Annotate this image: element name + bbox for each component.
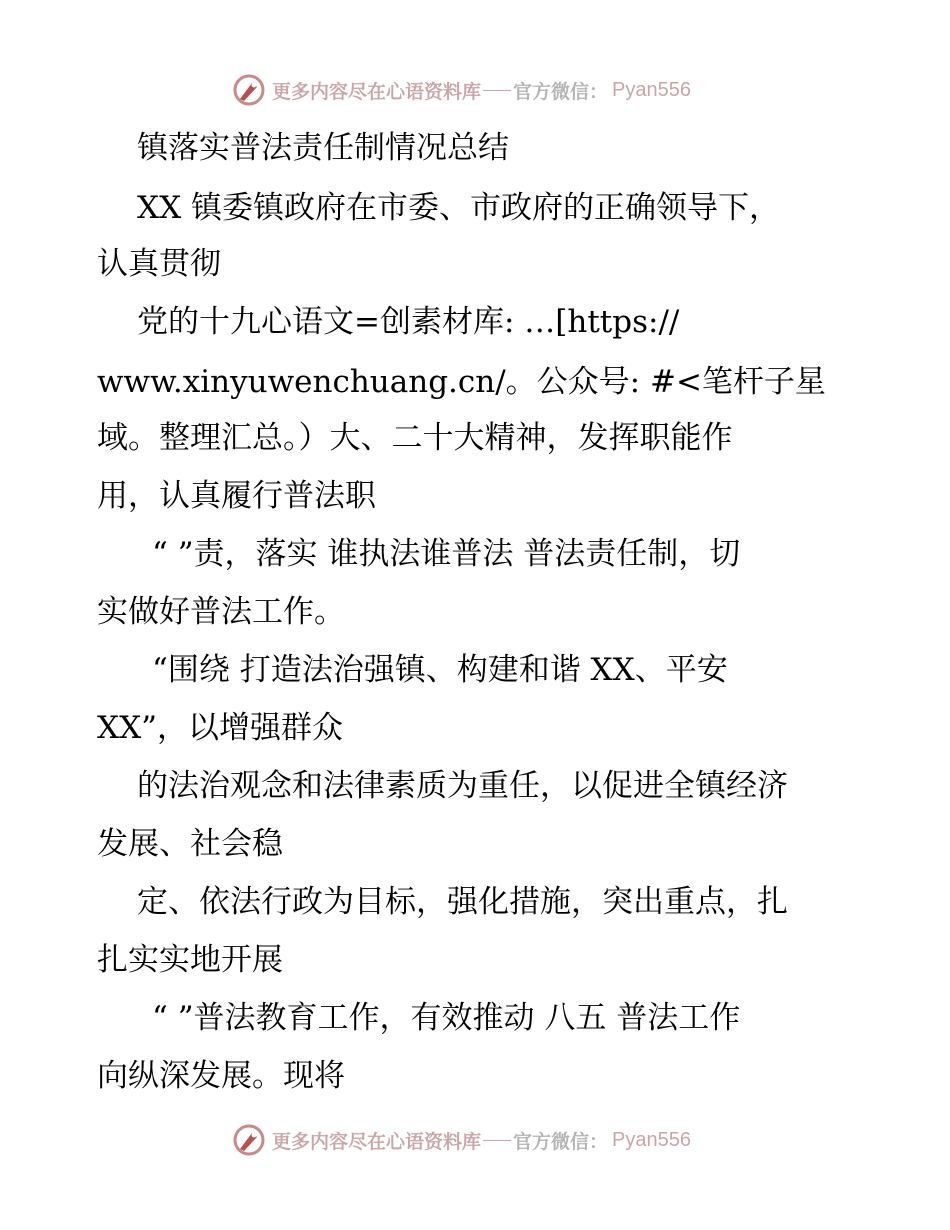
text-line: 发展、社会稳 [97,826,283,862]
text-line: 向纵深发展。现将 [97,1058,345,1094]
text-line: XX”，以增强群众 [97,710,343,746]
text-line: 定、依法行政为目标，强化措施，突出重点，扎 [137,884,788,920]
text-line: “ ”责，落实 谁执法谁普法 普法责任制，切 [152,536,741,572]
watermark-brand-text: 更多内容尽在心语资料库 [272,1130,482,1153]
watermark-id-text: Pyan556 [612,1128,691,1151]
text-line: 实做好普法工作。 [97,594,345,630]
footer-watermark [232,1120,752,1160]
text-line: 的法治观念和法律素质为重任，以促进全镇经济 [137,768,788,804]
text-line: “ ”普法教育工作，有效推动 八五 普法工作 [152,1000,741,1036]
watermark-label-text: 官方微信： [513,1130,609,1153]
watermark-id-text: Pyan556 [612,78,691,101]
header-watermark [232,70,752,110]
watermark-label-text: 官方微信： [513,80,609,103]
text-line: 用，认真履行普法职 [97,478,376,514]
text-line: 扎实实地开展 [97,942,283,978]
text-line: 党的十九心语文=创素材库: …[https:// [137,304,680,340]
text-line: “围绕 打造法治强镇、构建和谐 XX、平安 [152,652,728,688]
watermark-divider [483,1140,511,1141]
text-line: www.xinyuwenchuang.cn/。公众号: #<笔杆子星 [97,364,826,400]
text-line: 域。整理汇总。）大、二十大精神，发挥职能作 [97,420,733,456]
text-line: 认真贯彻 [97,246,221,282]
text-line: XX 镇委镇政府在市委、市政府的正确领导下， [137,190,780,226]
pen-nib-logo-icon [232,1123,266,1157]
pen-nib-logo-icon [232,73,266,107]
watermark-divider [483,90,511,91]
document-title: 镇落实普法责任制情况总结 [137,130,509,166]
watermark-brand-text: 更多内容尽在心语资料库 [272,80,482,103]
